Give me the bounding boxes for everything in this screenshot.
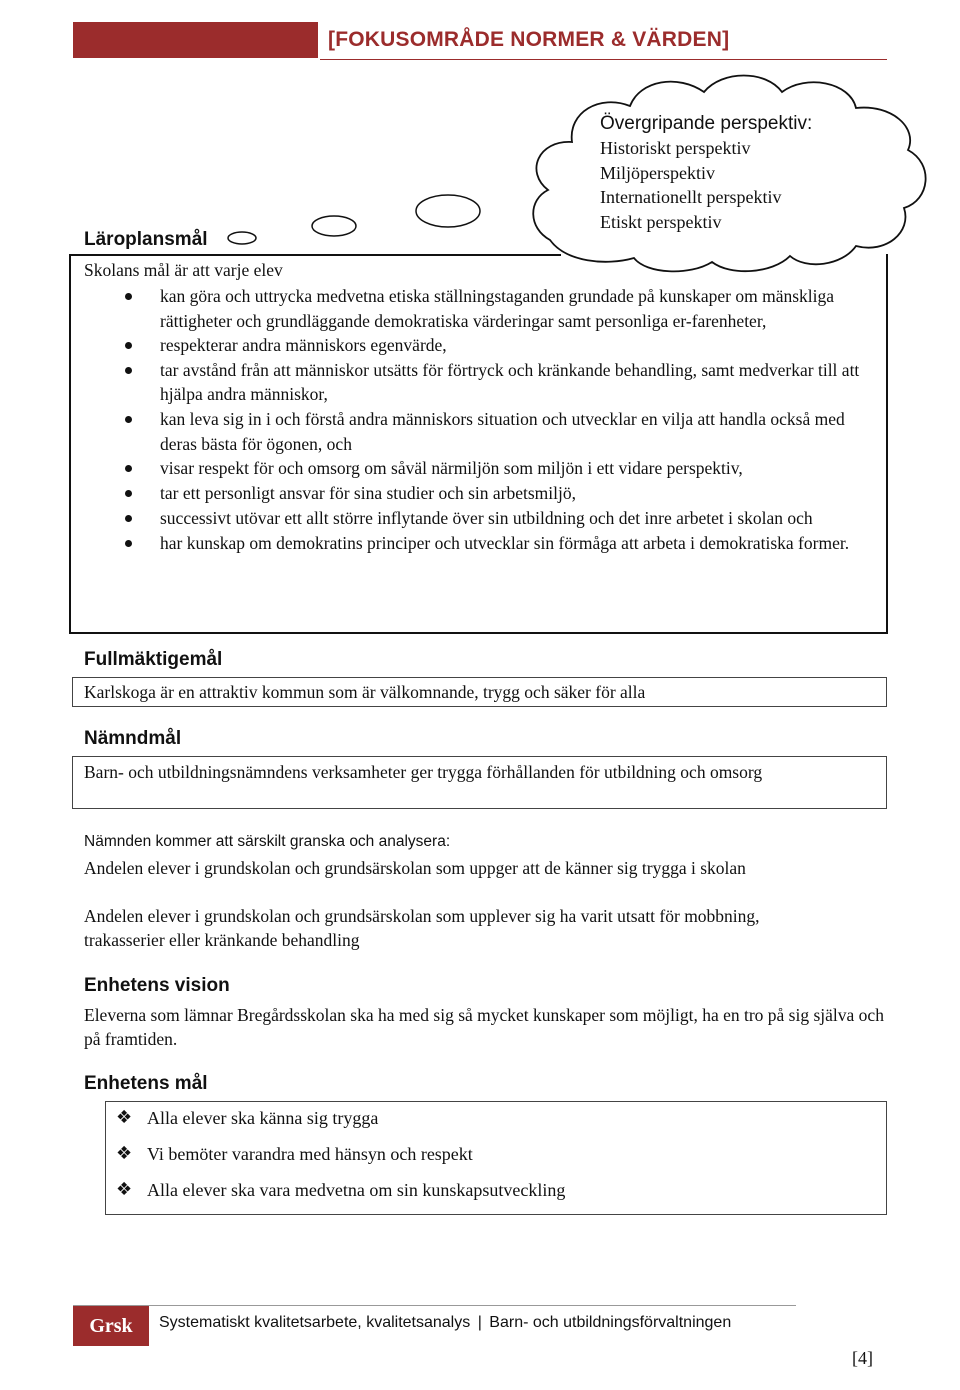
bullet-icon <box>125 515 132 522</box>
laroplan-list <box>84 284 874 555</box>
laroplan-box-top-border <box>71 254 561 256</box>
namnd-box <box>72 756 887 809</box>
fullmaktige-box <box>72 677 887 707</box>
list-item: har kunskap om demokratins principer och utvecklar sin förmåga att arbeta i demokratiska former. <box>84 531 874 555</box>
list-item: tar avstånd från att människor utsätts för förtryck och kränkande behandling, samt medverkar till att hjälpa andra människor, <box>84 358 874 407</box>
diamond-bullet-icon: ❖ <box>116 1143 133 1164</box>
bullet-icon <box>125 465 132 472</box>
cloud-line: Internationellt perspektiv <box>600 187 782 207</box>
cloud-line: Miljöperspektiv <box>600 162 715 183</box>
footer-text-left: Systematiskt kvalitetsarbete, kvalitetsanalys <box>159 1314 471 1331</box>
laroplan-box <box>69 254 888 634</box>
section-heading-namnd: Nämndmål <box>84 728 182 749</box>
enhetens-mal-box <box>105 1101 887 1215</box>
cloud-text <box>600 112 900 234</box>
list-item: kan göra och uttrycka medvetna etiska ställningstaganden grundade på kunskaper om mänskliga rättigheter och grundläggande demokratiska värderingar samt personliga er-farenheter, <box>84 284 874 333</box>
list-item: successivt utövar ett allt större inflytande över sin utbildning och det inre arbetet i skolan och <box>84 506 874 530</box>
bullet-icon <box>125 540 132 547</box>
footer-rule <box>73 1305 796 1306</box>
section-heading-laroplan: Läroplansmål <box>84 229 208 250</box>
list-item: kan leva sig in i och förstå andra människors situation och utvecklar en vilja att handla också med deras bästa för ögonen, och <box>84 407 874 456</box>
list-item: ❖ Alla elever ska vara medvetna om sin kunskapsutveckling <box>116 1179 566 1200</box>
granska-paragraph-1: Andelen elever i grundskolan och grundsärskolan som uppger att de känner sig trygga i skolan <box>84 858 746 878</box>
fullmaktige-text: Karlskoga är en attraktiv kommun som är välkomnande, trygg och säker för alla <box>84 682 646 702</box>
list-item: ❖ Vi bemöter varandra med hänsyn och respekt <box>116 1143 473 1164</box>
section-heading-vision: Enhetens vision <box>84 975 230 996</box>
granska-paragraph-2: Andelen elever i grundskolan och grundsärskolan som upplever sig ha varit utsatt för mobbning, trakasserier eller kränkande behandling <box>84 906 760 951</box>
footer-separator: | <box>477 1314 482 1331</box>
cloud-line: Etiskt perspektiv <box>600 211 722 232</box>
list-item: respekterar andra människors egenvärde, <box>84 333 874 357</box>
thought-bubble-large <box>416 195 480 227</box>
list-item: visar respekt för och omsorg om såväl närmiljön som miljön i ett vidare perspektiv, <box>84 456 874 480</box>
thought-bubble-medium <box>312 216 356 236</box>
section-heading-enhetens-mal: Enhetens mål <box>84 1073 208 1094</box>
bullet-icon <box>125 342 132 349</box>
list-item: ❖ Alla elever ska känna sig trygga <box>116 1107 379 1128</box>
bullet-icon <box>125 416 132 423</box>
enhetens-mal-list <box>106 1106 876 1214</box>
granska-intro: Nämnden kommer att särskilt granska och analysera: <box>84 833 451 850</box>
section-heading-fullmaktige: Fullmäktigemål <box>84 649 223 670</box>
footer-text <box>159 1314 731 1332</box>
laroplan-intro: Skolans mål är att varje elev <box>84 260 283 280</box>
list-item: tar ett personligt ansvar för sina studier och sin arbetsmiljö, <box>84 481 874 505</box>
page-number: [4] <box>852 1348 873 1368</box>
bullet-icon <box>125 293 132 300</box>
cloud-heading: Övergripande perspektiv: <box>600 113 813 134</box>
vision-text: Eleverna som lämnar Bregårdsskolan ska ha med sig så mycket kunskaper som möjligt, ha en tro på sig själva och på framtiden. <box>84 1005 884 1050</box>
bullet-icon <box>125 490 132 497</box>
footer-logo: Grsk <box>73 1306 149 1346</box>
diamond-bullet-icon: ❖ <box>116 1179 133 1200</box>
bullet-icon <box>125 367 132 374</box>
diamond-bullet-icon: ❖ <box>116 1107 133 1128</box>
thought-bubble-small <box>228 232 256 244</box>
footer-text-right: Barn- och utbildningsförvaltningen <box>489 1314 732 1331</box>
namnd-text: Barn- och utbildningsnämndens verksamheter ger trygga förhållanden för utbildning och omsorg <box>84 762 763 782</box>
page-title: [FOKUSOMRÅDE NORMER & VÄRDEN] <box>328 28 730 51</box>
cloud-line: Historiskt perspektiv <box>600 138 751 158</box>
